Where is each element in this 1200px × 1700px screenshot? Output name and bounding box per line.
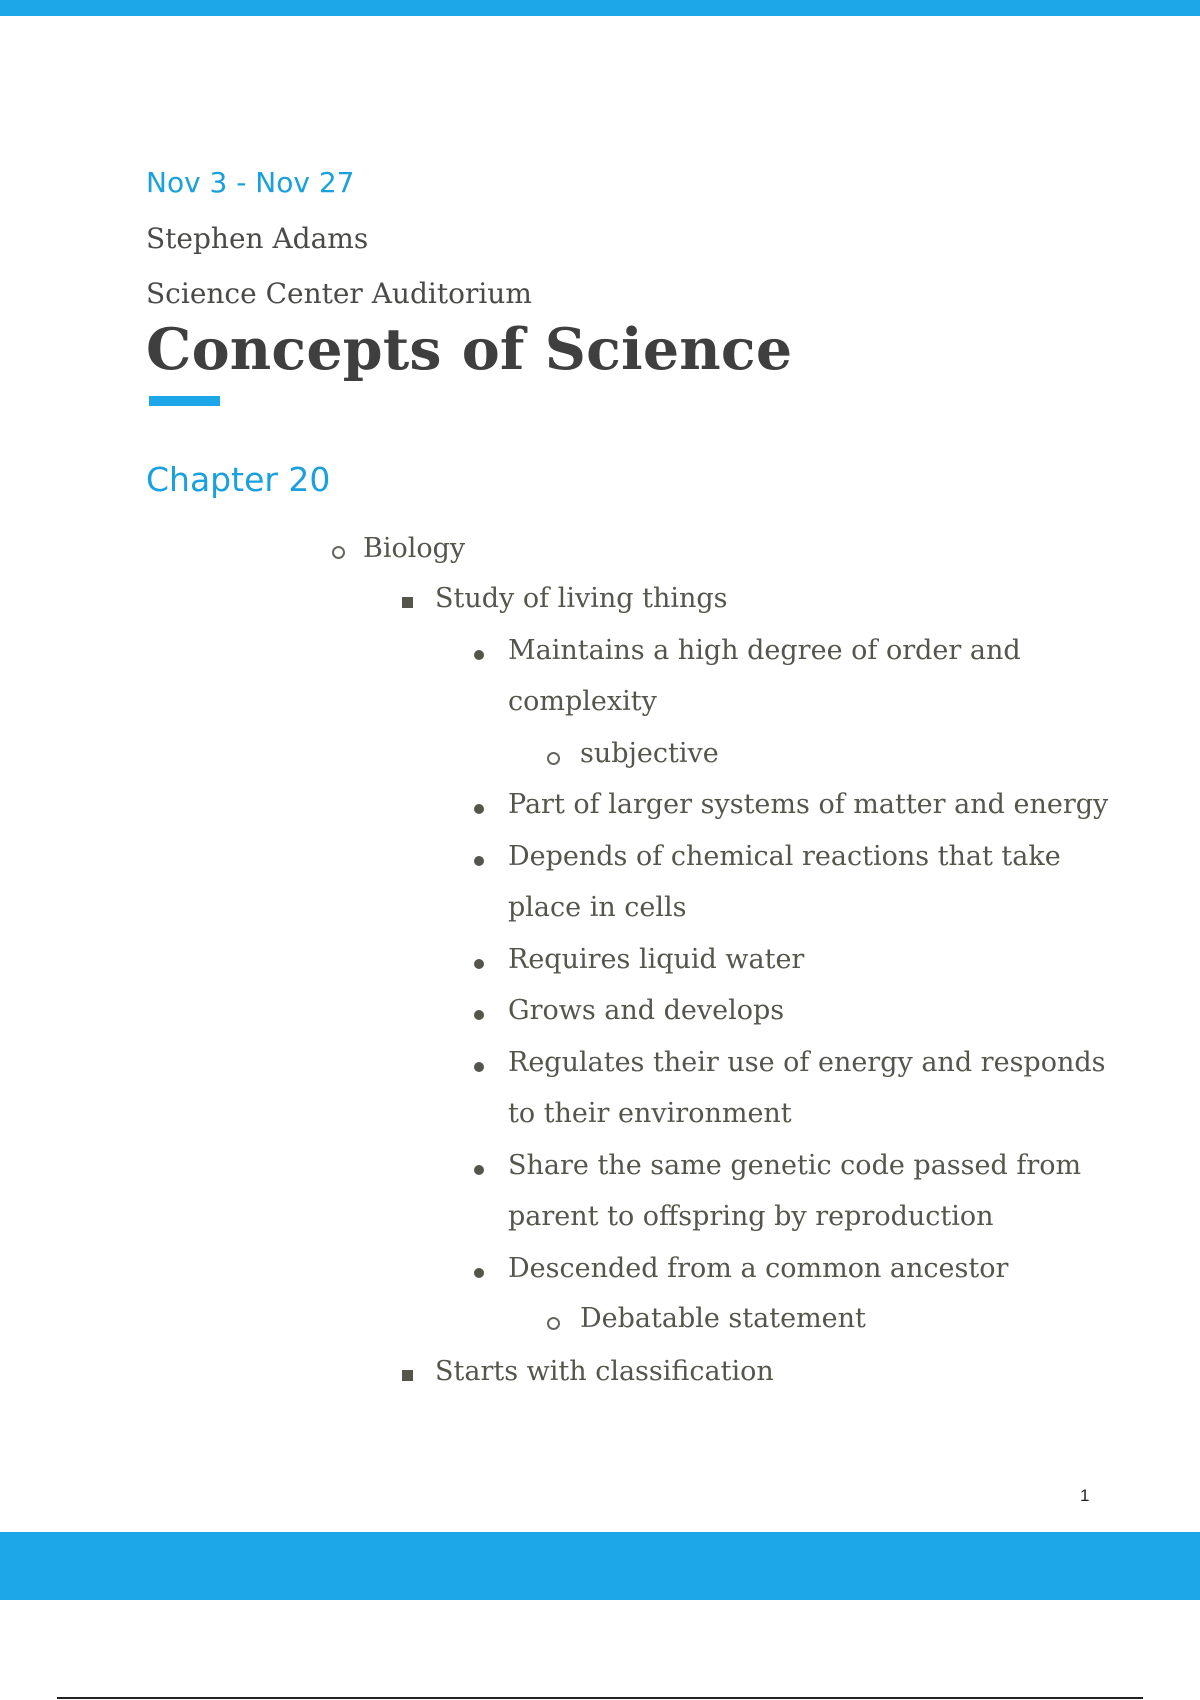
list-item-grows: Grows and develops (508, 995, 785, 1026)
list-item-classification: Starts with classification (435, 1356, 774, 1387)
list-item-debatable: Debatable statement (580, 1303, 866, 1334)
list-item-reactions: Depends of chemical reactions that take (508, 841, 1061, 872)
list-item-systems: Part of larger systems of matter and energy (508, 789, 1109, 820)
list-item-order-continued: complexity (508, 686, 657, 717)
dot-bullet-icon (474, 1010, 484, 1020)
list-item-regulates-continued: to their environment (508, 1098, 792, 1129)
hollow-bullet-icon (332, 546, 345, 559)
bottom-divider (57, 1697, 1143, 1699)
dot-bullet-icon (474, 804, 484, 814)
location: Science Center Auditorium (146, 277, 532, 310)
top-accent-bar (0, 0, 1200, 16)
title-accent-line (149, 396, 220, 406)
footer-accent-band (0, 1532, 1200, 1600)
dot-bullet-icon (474, 650, 484, 660)
square-bullet-icon (402, 597, 413, 608)
list-item-order: Maintains a high degree of order and (508, 635, 1021, 666)
page-number: 1 (1080, 1486, 1090, 1505)
dot-bullet-icon (474, 1268, 484, 1278)
list-item-study-of-living-things: Study of living things (435, 583, 728, 614)
list-item-genetic-continued: parent to offspring by reproduction (508, 1201, 994, 1232)
list-item-genetic: Share the same genetic code passed from (508, 1150, 1082, 1181)
date-range: Nov 3 - Nov 27 (146, 166, 355, 199)
chapter-heading: Chapter 20 (146, 460, 331, 499)
list-item-biology: Biology (363, 533, 466, 564)
hollow-bullet-icon (547, 1317, 560, 1330)
list-item-subjective: subjective (580, 738, 719, 769)
square-bullet-icon (402, 1370, 413, 1381)
list-item-reactions-continued: place in cells (508, 892, 687, 923)
document-title: Concepts of Science (146, 316, 793, 383)
list-item-regulates: Regulates their use of energy and responds (508, 1047, 1106, 1078)
list-item-ancestor: Descended from a common ancestor (508, 1253, 1009, 1284)
dot-bullet-icon (474, 1062, 484, 1072)
author-name: Stephen Adams (146, 222, 369, 255)
dot-bullet-icon (474, 1165, 484, 1175)
list-item-water: Requires liquid water (508, 944, 805, 975)
hollow-bullet-icon (547, 752, 560, 765)
dot-bullet-icon (474, 856, 484, 866)
dot-bullet-icon (474, 959, 484, 969)
